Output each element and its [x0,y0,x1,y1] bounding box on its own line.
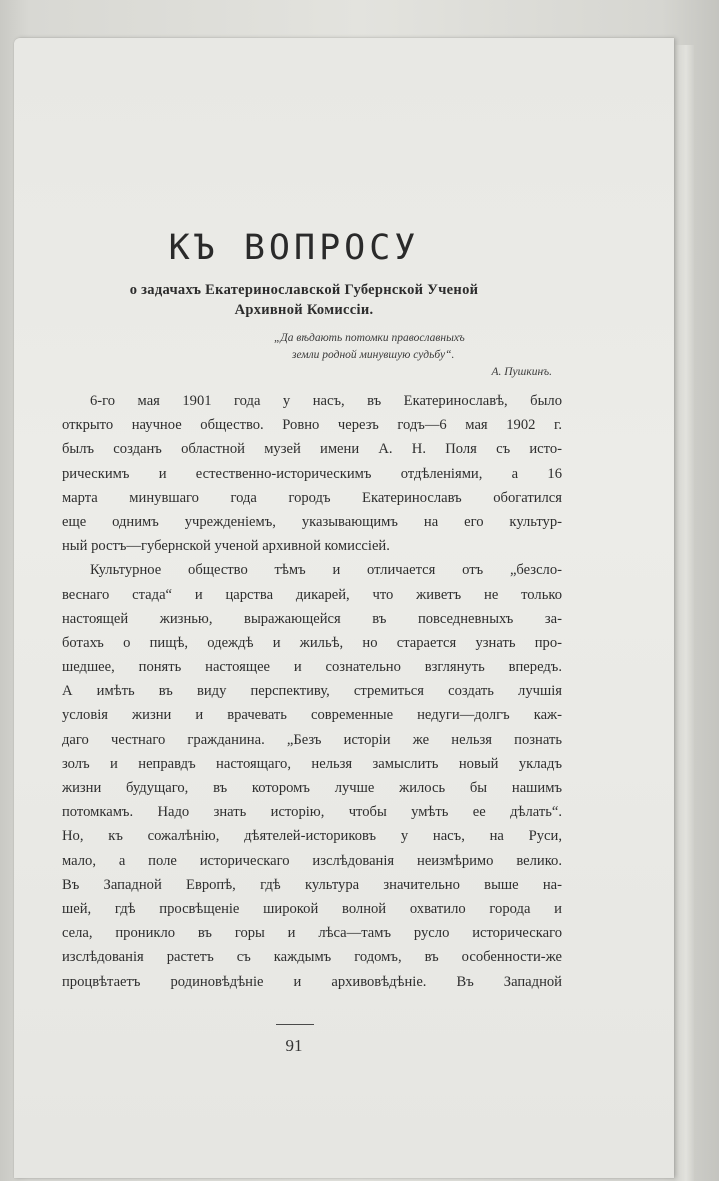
body-line: золъ и неправдъ настоящаго, нельзя замыслить новый укладъ [62,755,562,772]
body-line: шей, гдѣ просвѣщеніе широкой волной охватило города и [62,900,562,917]
body-line: Но, къ сожалѣнію, дѣятелей-историковъ у насъ, на Руси, [62,828,562,845]
body-line: процвѣтаетъ родиновѣдѣніе и архивовѣдѣніе. Въ Западной [62,973,562,990]
page-number: 91 [285,1036,303,1055]
body-line: рическимъ и естественно-историческимъ отдѣленіями, а 16 [62,465,562,482]
body-line: мало, а поле историческаго изслѣдованія неизмѣримо велико. [62,852,562,869]
body-line: изслѣдованія растетъ съ каждымъ годомъ, въ особенности-же [62,949,562,966]
subtitle-line: о задачахъ Екатеринославской Губернской Ученой [129,282,479,298]
body-line: потомкамъ. Надо знать исторію, чтобы умѣть ее дѣлать“. [62,804,562,821]
epigraph-line: „Да вѣдають потомки православныхъ [274,332,465,344]
body-line: шедшее, понять настоящее и сознательно взглянуть впередъ. [62,659,562,676]
body-line: настоящей жизнью, выражающейся въ повседневныхъ за- [62,610,562,627]
body-line: А имѣть въ виду перспективу, стремиться создать лучшія [62,683,562,700]
body-line: Въ Западной Европѣ, гдѣ культура значительно выше на- [62,876,562,893]
body-line: Культурное общество тѣмъ и отличается отъ „безсло- [90,562,562,579]
body-line: 6-го мая 1901 года у насъ, въ Екатеринославѣ, было [90,393,562,409]
body-line: жизни будущаго, въ которомъ лучше жилось бы нашимъ [62,780,562,796]
body-line: ный ростъ—губернской ученой архивной комиссіей. [62,538,390,555]
body-line: ботахъ о пищѣ, одеждѣ и жильѣ, но старается узнать про- [62,634,562,651]
epigraph-author: А. Пушкинъ. [491,366,552,378]
epigraph [274,330,554,381]
book-page [14,38,674,1178]
body-line: марта минувшаго года городъ Екатеринославъ обогатился [62,489,562,506]
body-line: условія жизни и врачевать современные недуги—долгъ каж- [62,707,562,724]
body-line: былъ созданъ областной музей имени А. Н. Поля съ исто- [62,441,562,458]
body-line: веснаго стада“ и царства дикарей, что живетъ не только [62,586,562,603]
body-line: села, проникло въ горы и лѣса—тамъ русло историческаго [62,925,562,942]
subtitle-line: Архивной Комиссіи. [234,302,374,318]
article-title: КЪ ВОПРОСУ [168,228,420,268]
body-line: еще однимъ учрежденіемъ, указывающимъ на его культур- [62,513,562,530]
article-body [62,389,562,994]
body-line: открыто научное общество. Ровно черезъ годъ—6 мая 1902 г. [62,417,562,434]
article-subtitle [54,280,554,320]
body-line: даго честнаго гражданина. „Безъ исторіи же нельзя познать [62,731,562,748]
epigraph-line: земли родной минувшую судьбу“. [292,349,455,361]
folio-rule [276,1024,314,1025]
page-stack-edge [674,45,694,1181]
